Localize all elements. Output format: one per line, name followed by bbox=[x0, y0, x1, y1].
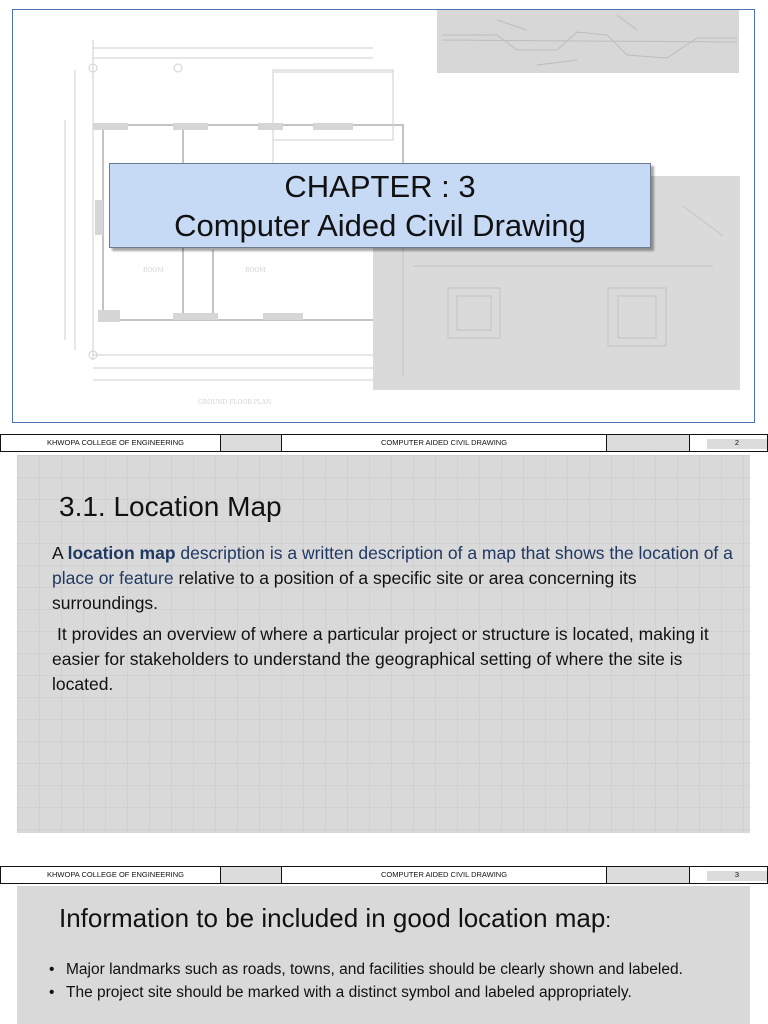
list-item-text: The project site should be marked with a distinct symbol and labeled appropriately. bbox=[66, 984, 632, 1001]
text-run: A bbox=[52, 543, 68, 563]
bullet-list bbox=[47, 962, 737, 1008]
bullet-icon: • bbox=[49, 961, 55, 978]
heading-text: Information to be included in good location map bbox=[59, 903, 606, 933]
list-item bbox=[47, 962, 737, 978]
heading-colon: : bbox=[605, 910, 611, 932]
highlight-term: location map bbox=[67, 543, 176, 563]
header-page-cell bbox=[690, 435, 768, 451]
title-slide bbox=[12, 9, 755, 423]
slide-heading bbox=[59, 903, 611, 934]
bullet-icon: • bbox=[49, 984, 55, 1001]
page-number: 2 bbox=[734, 438, 739, 447]
list-item-text: Major landmarks such as roads, towns, and facilities should be clearly shown and labeled. bbox=[66, 961, 683, 978]
header-college: KHWOPA COLLEGE OF ENGINEERING bbox=[0, 435, 221, 451]
header-spacer bbox=[607, 435, 690, 451]
svg-text:ROOM: ROOM bbox=[143, 267, 164, 274]
header-college: KHWOPA COLLEGE OF ENGINEERING bbox=[0, 867, 221, 883]
header-course: COMPUTER AIDED CIVIL DRAWING bbox=[282, 867, 607, 883]
definition-paragraph bbox=[52, 541, 742, 616]
header-spacer bbox=[221, 867, 282, 883]
text-run: relative to a position of a specific site or area concerning its surroundings. bbox=[52, 568, 637, 613]
info-slide bbox=[17, 886, 750, 1024]
section-drawing-panel bbox=[437, 10, 739, 73]
page-header bbox=[0, 434, 768, 452]
chapter-title: Computer Aided Civil Drawing bbox=[174, 208, 586, 243]
overview-paragraph: It provides an overview of where a particular project or structure is located, making it easier for stakeholders to understand the geographical setting of where the site is located. bbox=[52, 624, 709, 694]
chapter-number: CHAPTER : 3 bbox=[284, 169, 476, 204]
chapter-title-box bbox=[109, 163, 651, 248]
svg-text:GROUND FLOOR PLAN: GROUND FLOOR PLAN bbox=[198, 399, 272, 406]
slide-heading: 3.1. Location Map bbox=[59, 491, 282, 522]
header-spacer bbox=[221, 435, 282, 451]
header-page-cell bbox=[690, 867, 768, 883]
header-course: COMPUTER AIDED CIVIL DRAWING bbox=[282, 435, 607, 451]
list-item bbox=[47, 985, 737, 1001]
page-header bbox=[0, 866, 768, 884]
svg-text:ROOM: ROOM bbox=[245, 267, 266, 274]
header-spacer bbox=[607, 867, 690, 883]
text-run: description is a written description of a map that shows the location of a place or feature bbox=[52, 543, 733, 588]
page-number: 3 bbox=[734, 870, 739, 879]
location-map-slide bbox=[17, 455, 750, 833]
